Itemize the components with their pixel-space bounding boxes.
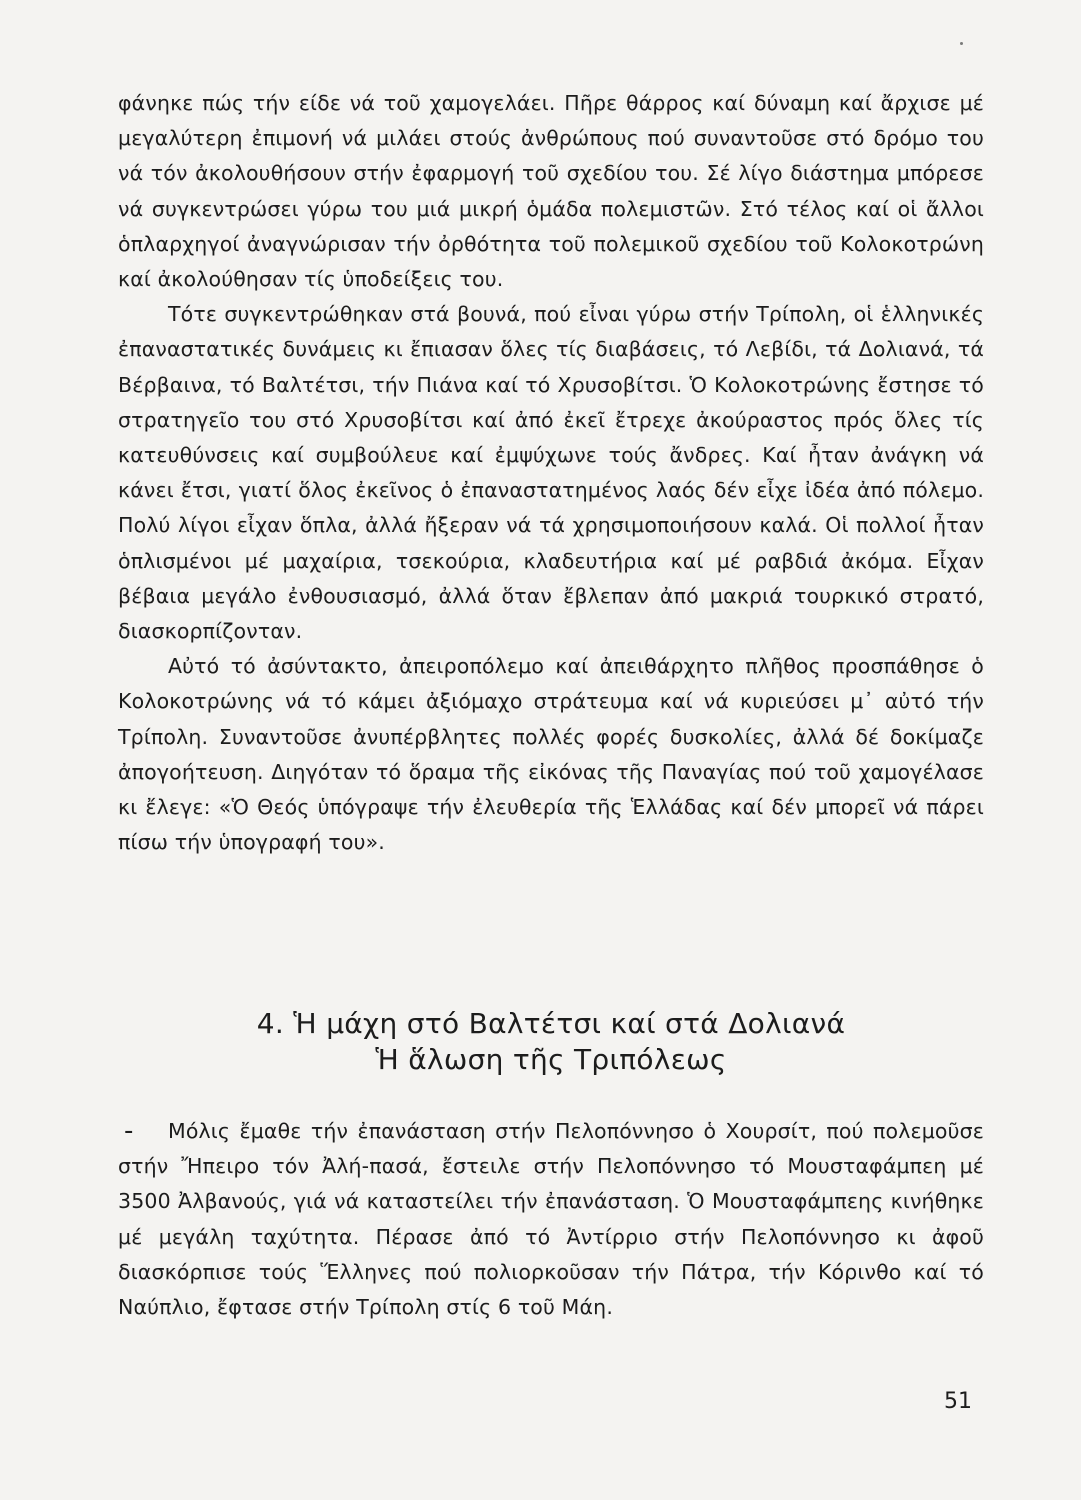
margin-dash-mark: -	[124, 1116, 134, 1146]
scan-speck	[960, 42, 963, 45]
section-heading-line-1: 4. Ἡ μάχη στό Βαλτέτσι καί στά Δολιανά	[256, 1007, 846, 1040]
paragraph-continuation: φάνηκε πώς τήν είδε νά τοῦ χαμογελάει. Πῆρε θάρρος καί δύναμη καί ἄρχισε μέ μεγαλύτερη ἐπιμονή νά μιλάει στούς ἀνθρώπους πού συναντοῦσε στό δρόμο του νά τόν ἀκολουθήσουν στήν ἐφαρμογή τοῦ σχεδίου του. Σέ λίγο διάστημα μπόρεσε νά συγκεντρώσει γύρω του μιά μικρή ὁμάδα πολεμιστῶν. Στό τέλος καί οἱ ἄλλοι ὁπλαρχηγοί ἀναγνώρισαν τήν ὀρθότητα τοῦ πολεμικοῦ σχεδίου τοῦ Κολοκοτρώνη καί ἀκολούθησαν τίς ὑποδείξεις του.	[118, 91, 984, 292]
page-number: 51	[944, 1389, 972, 1414]
section-heading-line-2: Ἡ ἅλωση τῆς Τριπόλεως	[375, 1043, 727, 1076]
section-body	[118, 1114, 984, 1325]
section-heading	[118, 1006, 984, 1078]
paragraph-kolokotronis: Αὐτό τό ἀσύντακτο, ἀπειροπόλεμο καί ἀπειθάρχητο πλῆθος προσπάθησε ὁ Κολοκοτρώνης νά τό κάμει ἀξιόμαχο στράτευμα καί νά κυριεύσει μ᾿ αὐτό τήν Τρίπολη. Συναντοῦσε ἀνυπέρβλητες πολλές φορές δυσκολίες, ἀλλά δέ δοκίμαζε ἀπογοήτευση. Διηγόταν τό ὅραμα τῆς εἰκόνας τῆς Παναγίας πού τοῦ χαμογέλασε κι ἔλεγε: «Ὁ Θεός ὑπόγραψε τήν ἐλευθερία τῆς Ἑλλάδας καί δέν μπορεῖ νά πάρει πίσω τήν ὑπογραφή του».	[118, 654, 984, 855]
paragraph-forces: Τότε συγκεντρώθηκαν στά βουνά, πού εἶναι γύρω στήν Τρίπολη, οἱ ἑλληνικές ἐπαναστατικές δυνάμεις κι ἔπιασαν ὅλες τίς διαβάσεις, τό Λεβίδι, τά Δολιανά, τά Βέρβαινα, τό Βαλτέτσι, τήν Πιάνα καί τό Χρυσοβίτσι. Ὁ Κολοκοτρώνης ἔστησε τό στρατηγεῖο του στό Χρυσοβίτσι καί ἀπό ἐκεῖ ἔτρεχε ἀκούραστος πρός ὅλες τίς κατευθύνσεις καί συμβούλευε καί ἐμψύχωνε τούς ἄνδρες. Καί ἦταν ἀνάγκη νά κάνει ἔτσι, γιατί ὅλος ἐκεῖνος ὁ ἐπαναστατημένος λαός δέν εἶχε ἰδέα ἀπό πόλεμο. Πολύ λίγοι εἶχαν ὅπλα, ἀλλά ἤξεραν νά τά χρησιμοποιήσουν καλά. Οἱ πολλοί ἦταν ὁπλισμένοι μέ μαχαίρια, τσεκούρια, κλαδευτήρια καί μέ ραβδιά ἀκόμα. Εἶχαν βέβαια μεγάλο ἐνθουσιασμό, ἀλλά ὅταν ἔβλεπαν ἀπό μακριά τουρκικό στρατό, διασκορπίζονταν.	[118, 302, 984, 644]
body-text	[118, 86, 984, 860]
paragraph-mustafabey: Μόλις ἔμαθε τήν ἐπανάσταση στήν Πελοπόννησο ὁ Χουρσίτ, πού πολεμοῦσε στήν Ἤπειρο τόν Ἀλή-πασά, ἔστειλε στήν Πελοπόννησο τό Μουσταφάμπεη μέ 3500 Ἀλβανούς, γιά νά καταστείλει τήν ἐπανάσταση. Ὁ Μουσταφάμπεης κινήθηκε μέ μεγάλη ταχύτητα. Πέρασε ἀπό τό Ἀντίρριο στήν Πελοπόννησο κι ἀφοῦ διασκόρπισε τούς Ἕλληνες πού πολιορκοῦσαν τήν Πάτρα, τήν Κόρινθο καί τό Ναύπλιο, ἔφτασε στήν Τρίπολη στίς 6 τοῦ Μάη.	[118, 1119, 984, 1320]
